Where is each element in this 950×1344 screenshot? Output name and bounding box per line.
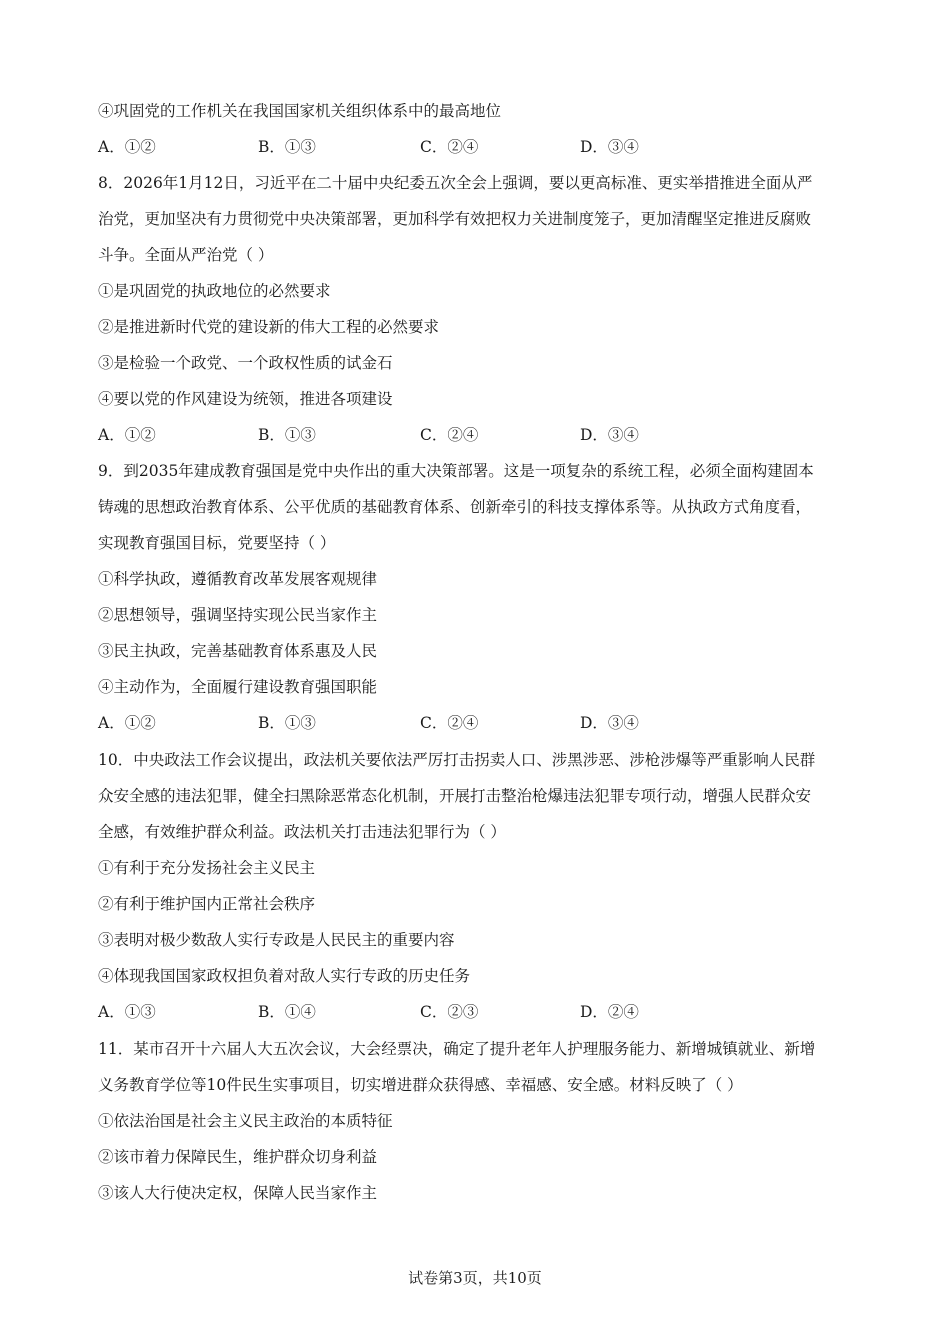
page-footer: 试卷第3页，共10页 bbox=[408, 1269, 542, 1287]
q10-option-a: A．①③ bbox=[98, 1003, 156, 1021]
q8-item-2: ②是推进新时代党的建设新的伟大工程的必然要求 bbox=[98, 318, 440, 336]
q10-stem-line-1: 10．中央政法工作会议提出，政法机关要依法严厉打击拐卖人口、涉黑涉恶、涉枪涉爆等严重影响人民群 bbox=[98, 751, 816, 769]
q8-option-d: D．③④ bbox=[580, 426, 639, 444]
q8-stem-line-2: 治党，更加坚决有力贯彻党中央决策部署，更加科学有效把权力关进制度笼子，更加清醒坚定推进反腐败 bbox=[98, 210, 812, 228]
q9-option-a: A．①② bbox=[98, 714, 156, 732]
q9-option-d: D．③④ bbox=[580, 714, 639, 732]
q10-stem-line-2: 众安全感的违法犯罪，健全扫黑除恶常态化机制，开展打击整治枪爆违法犯罪专项行动，增强人民群众安 bbox=[98, 787, 812, 805]
q9-item-3: ③民主执政，完善基础教育体系惠及人民 bbox=[98, 642, 378, 660]
q10-option-c: C．②③ bbox=[420, 1003, 479, 1021]
q8-item-4: ④要以党的作风建设为统领，推进各项建设 bbox=[98, 390, 393, 408]
q7-option-a: A．①② bbox=[98, 138, 156, 156]
q11-item-2: ②该市着力保障民生，维护群众切身利益 bbox=[98, 1148, 378, 1166]
q11-item-3: ③该人大行使决定权，保障人民当家作主 bbox=[98, 1184, 378, 1202]
q8-item-1: ①是巩固党的执政地位的必然要求 bbox=[98, 282, 331, 300]
q8-option-b: B．①③ bbox=[258, 426, 316, 444]
q10-item-1: ①有利于充分发扬社会主义民主 bbox=[98, 859, 316, 877]
q9-item-1: ①科学执政，遵循教育改革发展客观规律 bbox=[98, 570, 378, 588]
q9-stem-line-3: 实现教育强国目标，党要坚持（ ） bbox=[98, 534, 336, 552]
q8-stem-line-3: 斗争。全面从严治党（ ） bbox=[98, 246, 274, 264]
q9-item-2: ②思想领导，强调坚持实现公民当家作主 bbox=[98, 606, 378, 624]
q9-item-4: ④主动作为，全面履行建设教育强国职能 bbox=[98, 678, 378, 696]
q10-item-4: ④体现我国国家政权担负着对敌人实行专政的历史任务 bbox=[98, 967, 471, 985]
q8-option-a: A．①② bbox=[98, 426, 156, 444]
q10-option-b: B．①④ bbox=[258, 1003, 316, 1021]
q8-item-3: ③是检验一个政党、一个政权性质的试金石 bbox=[98, 354, 393, 372]
q10-option-d: D．②④ bbox=[580, 1003, 639, 1021]
q7-item-4: ④巩固党的工作机关在我国国家机关组织体系中的最高地位 bbox=[98, 102, 502, 120]
q8-option-c: C．②④ bbox=[420, 426, 479, 444]
q10-stem-line-3: 全感，有效维护群众利益。政法机关打击违法犯罪行为（ ） bbox=[98, 823, 506, 841]
q11-stem-line-2: 义务教育学位等10件民生实事项目，切实增进群众获得感、幸福感、安全感。材料反映了（ ） bbox=[98, 1076, 743, 1094]
q9-stem-line-2: 铸魂的思想政治教育体系、公平优质的基础教育体系、创新牵引的科技支撑体系等。从执政方式角度看， bbox=[98, 498, 812, 516]
q11-stem-line-1: 11．某市召开十六届人大五次会议，大会经票决，确定了提升老年人护理服务能力、新增城镇就业、新增 bbox=[98, 1040, 816, 1058]
q10-item-2: ②有利于维护国内正常社会秩序 bbox=[98, 895, 316, 913]
q9-stem-line-1: 9．到2035年建成教育强国是党中央作出的重大决策部署。这是一项复杂的系统工程，必须全面构建固本 bbox=[98, 462, 814, 480]
q8-stem-line-1: 8．2026年1月12日，习近平在二十届中央纪委五次全会上强调，要以更高标准、更实举措推进全面从严 bbox=[98, 174, 813, 192]
q9-option-c: C．②④ bbox=[420, 714, 479, 732]
q9-option-b: B．①③ bbox=[258, 714, 316, 732]
q11-item-1: ①依法治国是社会主义民主政治的本质特征 bbox=[98, 1112, 393, 1130]
q7-option-c: C．②④ bbox=[420, 138, 479, 156]
q10-item-3: ③表明对极少数敌人实行专政是人民民主的重要内容 bbox=[98, 931, 455, 949]
q7-option-d: D．③④ bbox=[580, 138, 639, 156]
q7-option-b: B．①③ bbox=[258, 138, 316, 156]
